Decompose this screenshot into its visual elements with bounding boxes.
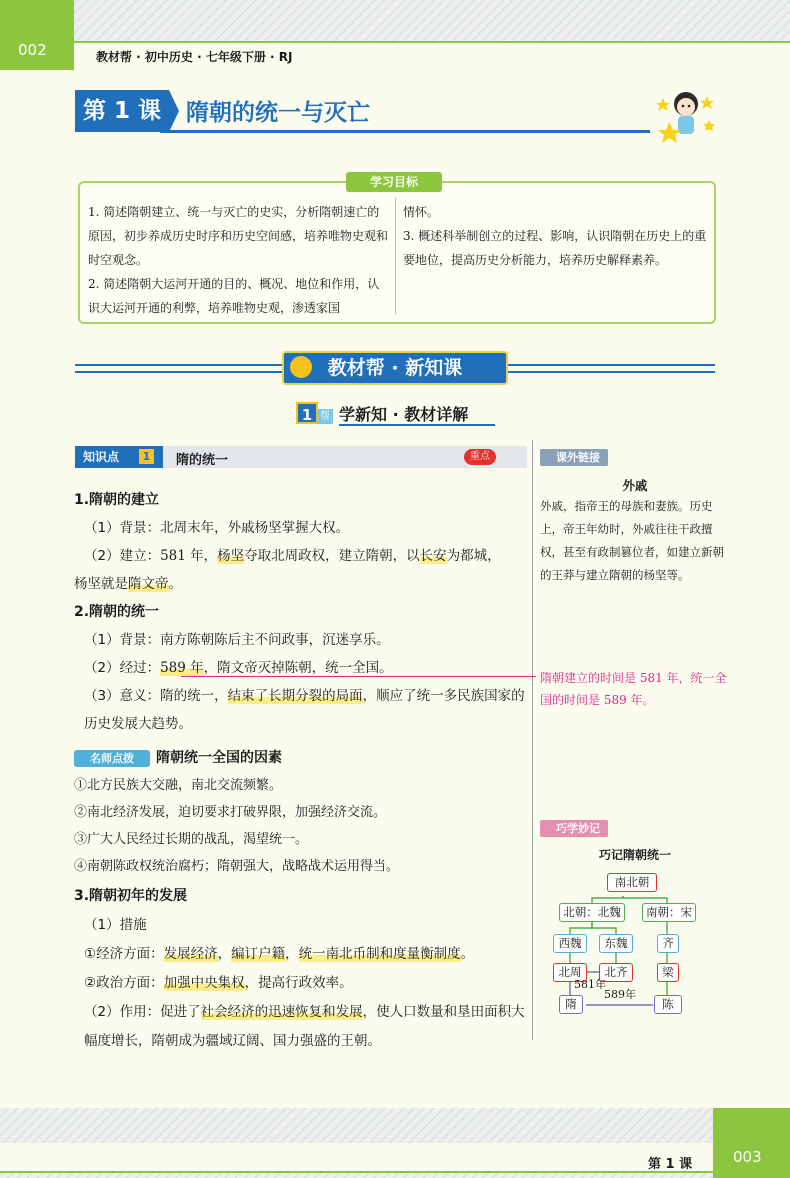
tip-item: ④南朝陈政权统治腐朽；隋朝强大，战略战术运用得当。 [74, 859, 400, 874]
text: 。 [168, 576, 182, 592]
objectives-right [403, 200, 708, 272]
text: 581 年， [160, 548, 218, 564]
flow-node: 北齐 [599, 963, 633, 982]
label: （3）意义： [84, 688, 161, 704]
text: 北周末年，外戚杨坚掌握大权。 [160, 520, 350, 536]
sub-section-title: 学新知 · 教材详解 [339, 405, 469, 424]
knowledge-point-tag: 知识点 [75, 446, 163, 468]
highlight: 杨坚 [217, 548, 245, 564]
sub-section-number: 1 [296, 402, 318, 424]
highlight: 589 年 [160, 660, 204, 676]
knowledge-point-title: 隋的统一 [176, 453, 229, 468]
section-heading: 1.隋朝的建立 [74, 492, 160, 508]
side-link-tag: 课外链接 [540, 449, 608, 466]
label: （1）背景： [84, 520, 161, 536]
objective-item: 2. 简述隋朝大运河开通的目的、概况、地位和作用，认识大运河开通的利弊，培养唯物史观，渗透家国 [88, 277, 380, 315]
lightbulb-icon [290, 356, 312, 378]
flow-node: 陈 [654, 995, 682, 1014]
text: ，隋文帝灭掉陈朝，统一全国。 [203, 660, 393, 676]
highlight: 长安 [419, 548, 447, 564]
flow-node: 北周 [553, 963, 587, 982]
footer-line [0, 1143, 713, 1173]
text: 南方陈朝陈后主不问政事，沉迷享乐。 [160, 632, 390, 648]
label: （1）措施 [84, 917, 147, 933]
objective-item: 1. 简述隋朝建立、统一与灭亡的史实，分析隋朝速亡的原因，初步养成历史时序和历史空间感，培养唯物史观和时空观念。 [88, 205, 389, 267]
highlight: 加强中央集权 [163, 975, 245, 991]
flow-year: 581年 [574, 978, 606, 991]
flow-node: 北朝：北魏 [559, 903, 625, 922]
objective-item: 3. 概述科举制创立的过程、影响，认识隋朝在历史上的重要地位，提高历史分析能力，培养历史解释素养。 [403, 229, 707, 267]
lesson-title: 隋朝的统一与灭亡 [186, 100, 370, 126]
flow-node: 西魏 [553, 934, 587, 953]
text: ，使人口数量和垦田面积大幅度增长，隋朝成为疆域辽阔、国力强盛的王朝。 [84, 1004, 525, 1049]
footer-lesson: 第 1 课 [648, 1157, 693, 1172]
objectives-left [88, 200, 388, 320]
label: （2）作用： [84, 1004, 161, 1020]
text: 夺取北周政权，建立隋朝，以 [244, 548, 420, 564]
side-note: 隋朝建立的时间是 581 年，统一全国的时间是 589 年。 [540, 671, 727, 707]
objectives-tag: 学习目标 [346, 172, 442, 192]
knowledge-point-number: 1 [139, 449, 154, 464]
book-title: 教材帮 · 初中历史 · 七年级下册 · RJ [74, 41, 790, 70]
text: 隋的统一， [160, 688, 228, 704]
flow-node: 东魏 [599, 934, 633, 953]
highlight: 发展经济 [163, 946, 218, 962]
memo-title: 巧记隋朝统一 [598, 848, 671, 862]
text: 为都城， [446, 548, 501, 564]
highlight: 编订户籍 [231, 946, 286, 962]
highlight: 隋文帝 [128, 576, 169, 592]
page-number-right: 003 [713, 1108, 790, 1178]
highlight: 结束了长期分裂的局面 [227, 688, 363, 704]
highlight: 社会经济的迅速恢复和发展 [200, 1004, 363, 1020]
text: 杨坚就是 [74, 576, 128, 592]
text: ， [217, 946, 232, 962]
tip-tag: 名师点拨 [74, 750, 150, 767]
text: ， [285, 946, 299, 962]
key-point-badge: 重点 [464, 449, 496, 465]
note-connector [181, 676, 536, 677]
highlight: 统一南北币制和度量衡制度 [298, 946, 461, 962]
section-heading: 2.隋朝的统一 [74, 604, 160, 620]
objective-item: 情怀。 [403, 205, 440, 219]
label: （2）建立： [84, 548, 161, 564]
sub-title-underline [339, 424, 495, 426]
section-heading: 3.隋朝初年的发展 [74, 888, 188, 904]
sub-section-badge: 帮 [317, 409, 333, 424]
tip-list [74, 772, 534, 880]
tip-item: ②南北经济发展，迫切要求打破界限，加强经济交流。 [74, 805, 387, 820]
text: ，提高行政效率。 [244, 975, 353, 991]
text: ①经济方面： [84, 946, 164, 962]
text: ②政治方面： [84, 975, 164, 991]
text: 。 [460, 946, 475, 962]
flow-node: 南朝：宋 [642, 903, 696, 922]
title-underline [160, 130, 650, 133]
flow-node: 梁 [657, 963, 679, 982]
objectives-divider [395, 198, 396, 314]
label: （2）经过： [84, 660, 161, 676]
side-link-text: 外戚，指帝王的母族和妻族。历史上，帝王年幼时，外戚往往干政擅权，甚至有政制篡位者，如建立新朝的王莽与建立隋朝的杨坚等。 [540, 499, 724, 582]
lesson-number: 第 1 课 [75, 90, 169, 132]
main-content [74, 486, 534, 1056]
side-link-title: 外戚 [622, 478, 648, 493]
text: ，顺应了统一多民族国家的历史发展大趋势。 [84, 688, 525, 732]
tip-title: 隋朝统一全国的因素 [156, 750, 282, 766]
text: 促进了 [160, 1004, 201, 1020]
flow-year: 589年 [604, 988, 636, 1001]
section-banner: 教材帮 · 新知课 [282, 351, 508, 385]
flow-node: 隋 [559, 995, 583, 1014]
flow-node: 南北朝 [607, 873, 657, 892]
tip-item: ③广大人民经过长期的战乱，渴望统一。 [74, 832, 309, 847]
page-number-left: 002 [0, 0, 74, 70]
flow-node: 齐 [657, 934, 679, 953]
tip-item: ①北方民族大交融，南北交流频繁。 [74, 778, 283, 793]
label: （1）背景： [84, 632, 161, 648]
memo-tag: 巧学妙记 [540, 820, 608, 837]
cartoon-girl-icon [655, 86, 717, 148]
